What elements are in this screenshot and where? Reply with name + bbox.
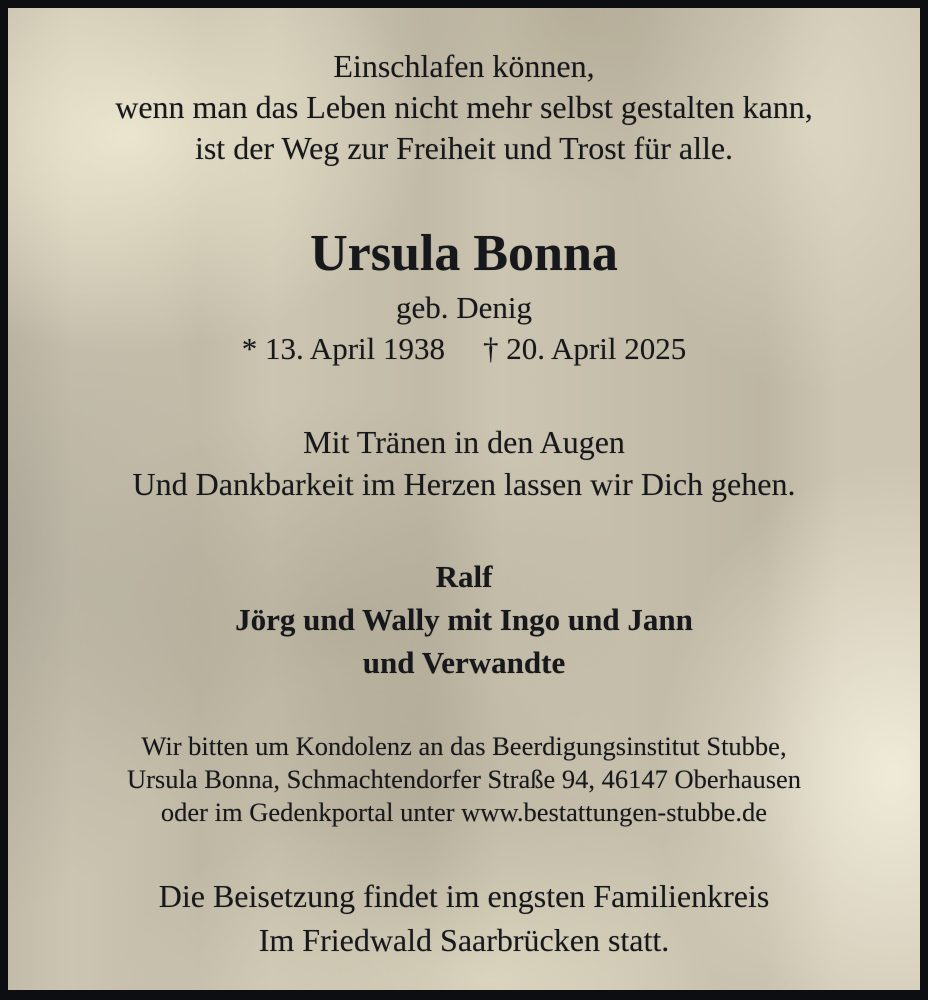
life-dates	[8, 329, 920, 369]
mourner-line: Ralf	[435, 559, 493, 594]
death-date	[483, 331, 686, 366]
verse-line: Mit Tränen in den Augen	[303, 424, 625, 460]
birth-date-text: 13. April 1938	[265, 331, 445, 366]
epigraph-line: wenn man das Leben nicht mehr selbst gestalten kann,	[115, 89, 813, 125]
mourner-line: und Verwandte	[362, 645, 566, 680]
notice-content	[8, 8, 920, 990]
birth-date	[242, 331, 445, 366]
forest-photo-background	[8, 8, 920, 990]
death-cross-icon: †	[483, 331, 499, 366]
epigraph-line: ist der Weg zur Freiheit und Trost für alle.	[194, 130, 734, 166]
deceased-name: Ursula Bonna	[310, 225, 618, 282]
condolence-line: oder im Gedenkportal unter www.bestattungen-stubbe.de	[160, 797, 768, 827]
condolence-note	[8, 730, 920, 829]
epigraph-line: Einschlafen können,	[333, 48, 595, 84]
condolence-line: Wir bitten um Kondolenz an das Beerdigungsinstitut Stubbe,	[141, 731, 787, 761]
funeral-line: Die Beisetzung findet im engsten Familienkreis	[158, 878, 770, 914]
birth-star-icon: *	[241, 331, 258, 366]
condolence-line: Ursula Bonna, Schmachtendorfer Straße 94, 46147 Oberhausen	[126, 764, 802, 794]
mourners	[8, 555, 920, 684]
farewell-verse	[8, 421, 920, 505]
verse-line: Und Dankbarkeit im Herzen lassen wir Dich gehen.	[132, 466, 796, 502]
funeral-info	[8, 874, 920, 962]
funeral-line: Im Friedwald Saarbrücken statt.	[258, 922, 670, 958]
birth-name: geb. Denig	[395, 290, 533, 325]
mourner-line: Jörg und Wally mit Ingo und Jann	[235, 602, 693, 637]
death-date-text: 20. April 2025	[506, 331, 687, 366]
epigraph	[8, 8, 920, 169]
